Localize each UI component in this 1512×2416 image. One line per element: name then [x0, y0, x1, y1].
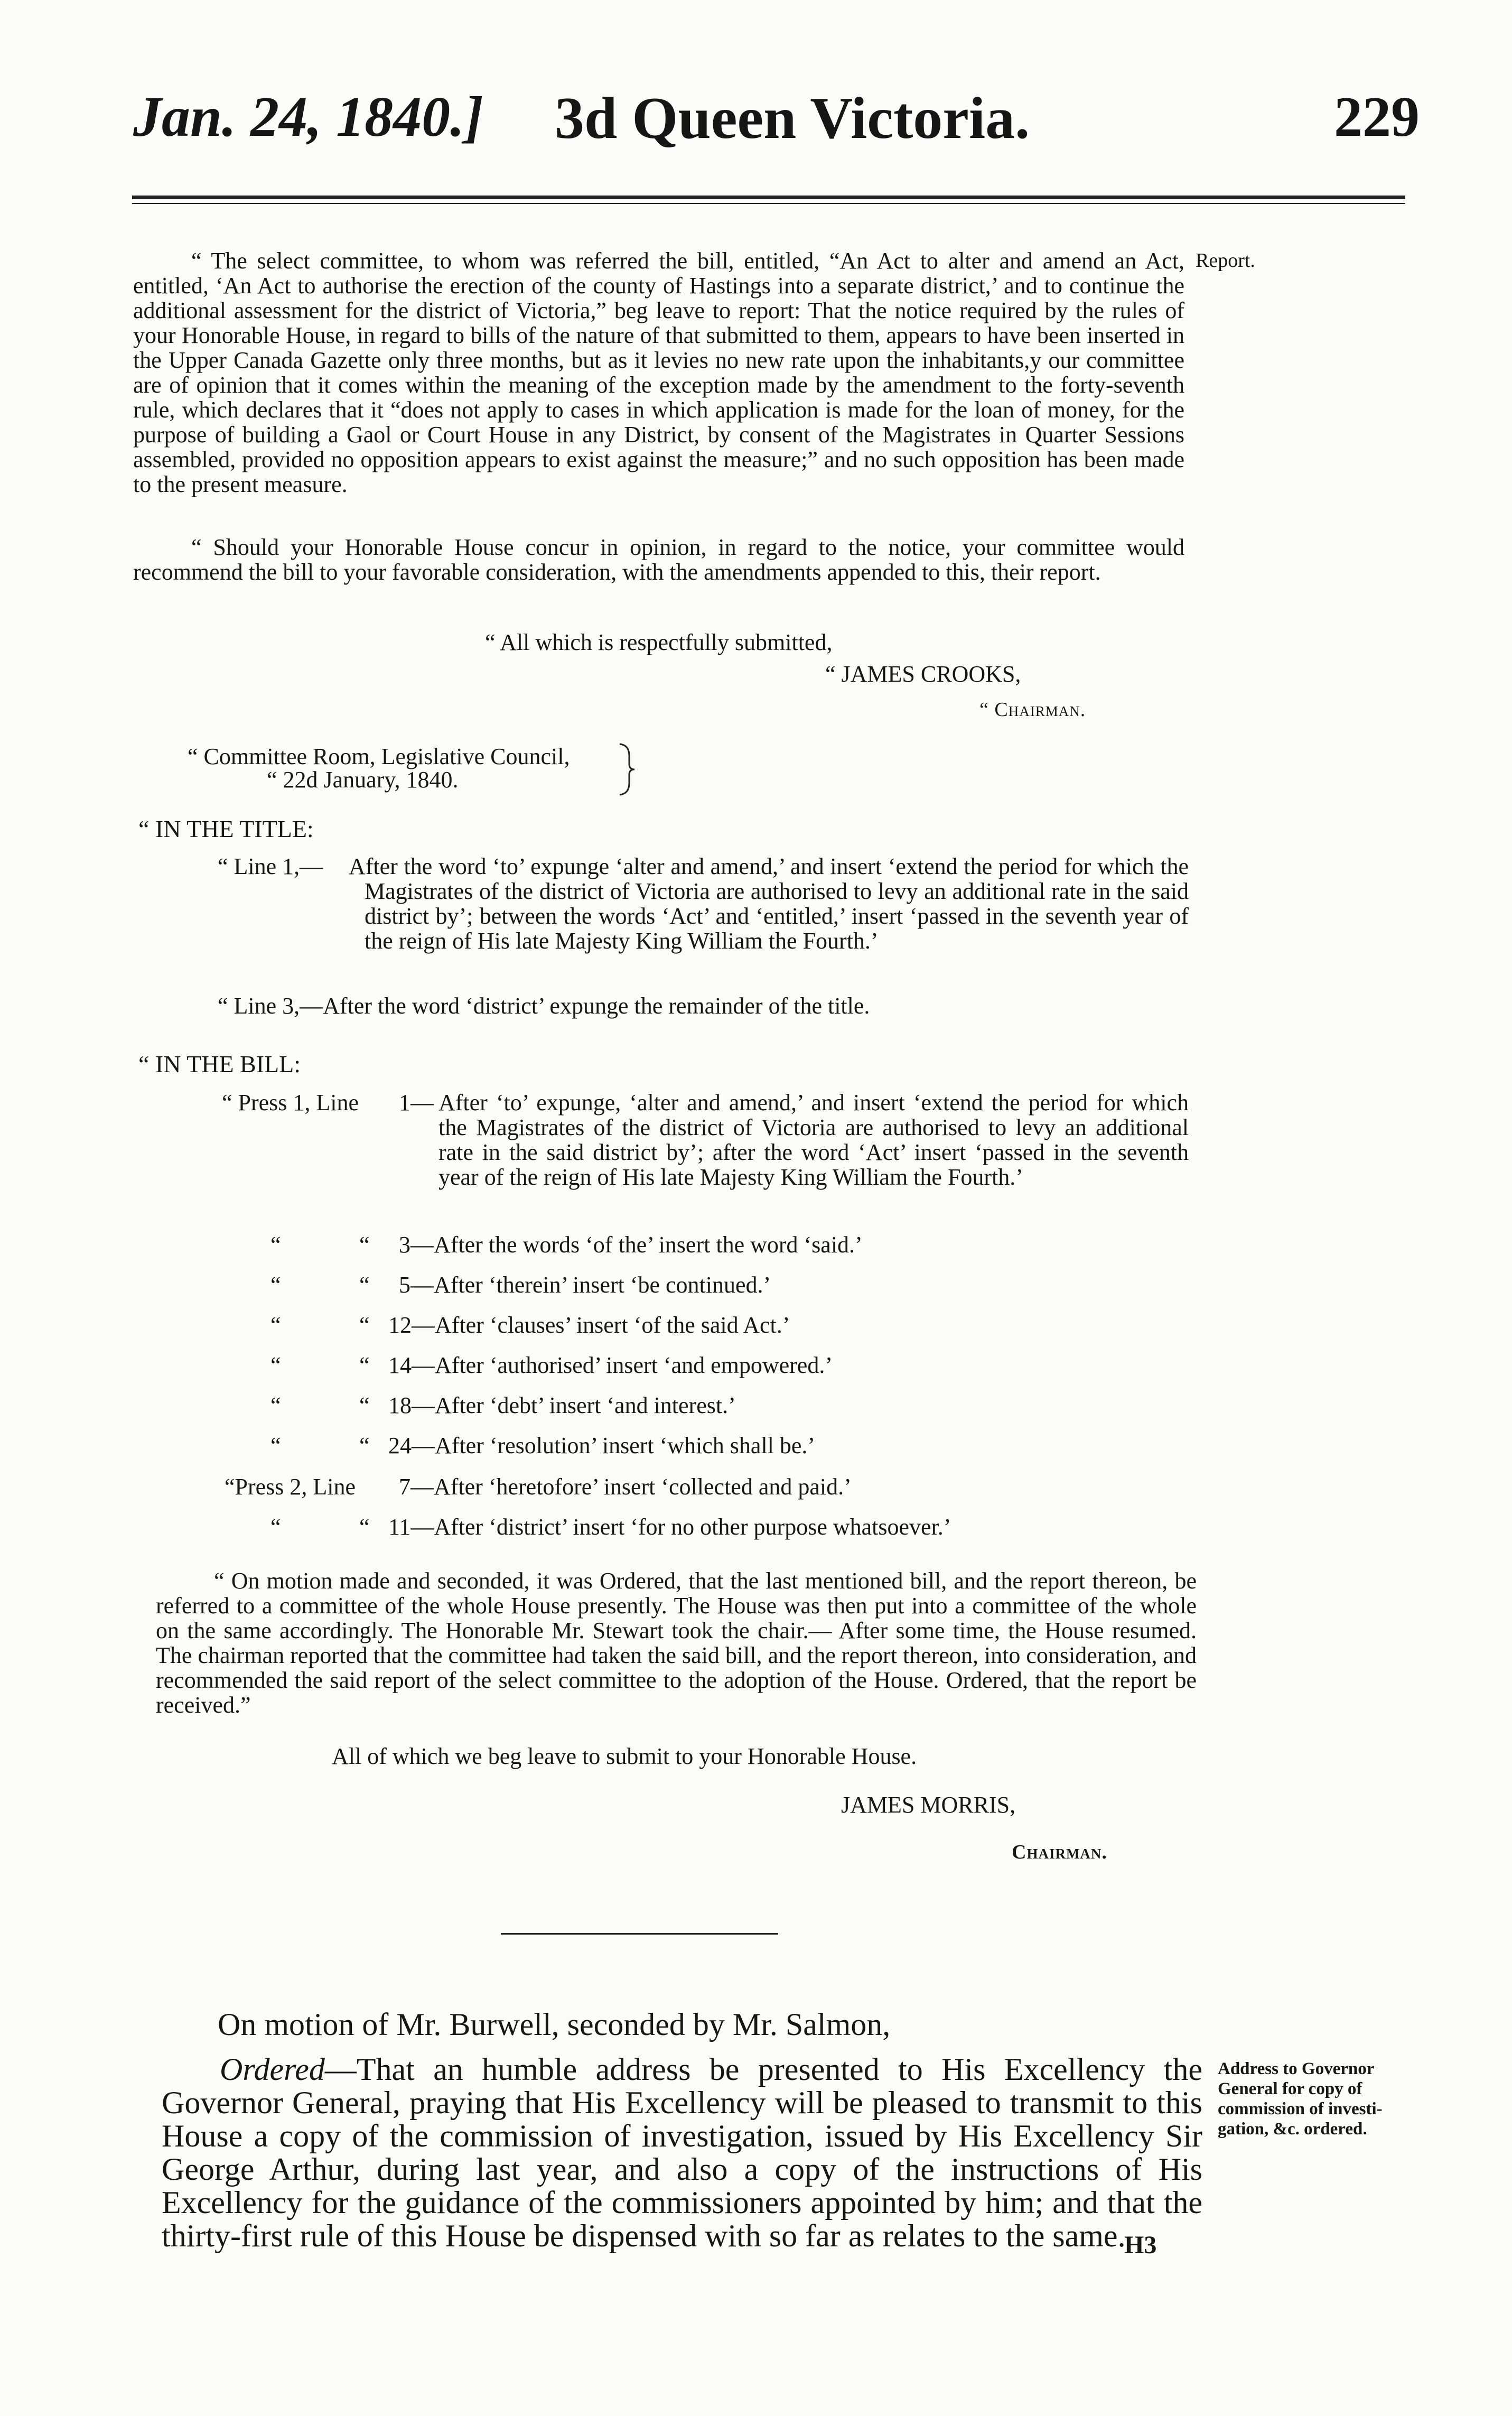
bill-item: 18—After ‘debt’ insert ‘and interest.’	[388, 1392, 736, 1418]
header-rule-thin	[132, 203, 1405, 204]
bill-item: 14—After ‘authorised’ insert ‘and empowered.’	[388, 1352, 833, 1378]
ditto-mark: “	[270, 1312, 281, 1338]
press2-item: 7—After ‘heretofore’ insert ‘collected and paid.’	[399, 1474, 852, 1500]
signature-mark: H3	[1124, 2231, 1157, 2259]
header-date: Jan. 24, 1840.]	[133, 86, 484, 148]
address-ordered-paragraph	[162, 2053, 1202, 2253]
ditto-mark: “	[270, 1272, 281, 1298]
ditto-mark: “	[359, 1433, 370, 1458]
ditto-mark: “	[359, 1232, 370, 1258]
bill-item: 12—After ‘clauses’ insert ‘of the said Act.’	[388, 1312, 790, 1338]
ditto-mark: “	[270, 1433, 281, 1458]
press1-label: “ Press 1, Line	[222, 1090, 359, 1116]
submit-line: All of which we beg leave to submit to your Honorable House.	[332, 1743, 917, 1769]
section-divider	[501, 1933, 778, 1935]
submitted-line: “ All which is respectfully submitted,	[485, 629, 833, 655]
ditto-mark: “	[359, 1312, 370, 1338]
committee-room-line: “ Committee Room, Legislative Council,	[188, 744, 570, 769]
bill-item-last: 11—After ‘district’ insert ‘for no other purpose whatsoever.’	[388, 1514, 951, 1540]
signer-morris-title: Chairman.	[1012, 1841, 1107, 1863]
ordered-label: Ordered	[220, 2052, 325, 2087]
margin-note-address-line: commission of investi-	[1218, 2099, 1383, 2118]
page-number: 229	[1334, 86, 1420, 148]
signer-crooks-title: “ Chairman.	[979, 699, 1086, 721]
header-rule-thick	[132, 196, 1405, 199]
report-paragraph-2: “ Should your Honorable House concur in opinion, in regard to the notice, your committee would recommend the bill to your favorable consideration, with the amendments appended to this, their report.	[133, 534, 1184, 585]
bill-item: 3—After the words ‘of the’ insert the word ‘said.’	[399, 1232, 863, 1258]
bill-item: 5—After ‘therein’ insert ‘be continued.’	[399, 1272, 771, 1298]
signer-morris: JAMES MORRIS,	[841, 1792, 1016, 1818]
ditto-mark: “	[359, 1514, 370, 1540]
title-line1-label: “ Line 1,—	[218, 853, 323, 879]
report-paragraph-1: “ The select committee, to whom was referred the bill, entitled, “An Act to alter and amend an Act, entitled, ‘An Act to authorise the erection of the county of Hastings into a separate district,’ and to continue the additional assessment for the district of Victoria,” beg leave to report: That the notice required by the rules of your Honorable House, in regard to bills of the nature of that submitted to them, appears to have been inserted in the Upper Canada Gazette only three months, but as it levies no new rate upon the inhabitants,y our committee are of opinion that it comes within the meaning of the exception made by the amendment to the forty-seventh rule, which declares that it “does not apply to cases in which application is made for the loan of money, for the purpose of building a Gaol or Court House in any District, by consent of the Magistrates in Quarter Sessions assembled, provided no opposition appears to exist against the measure;” and no such opposition has been made to the present measure.	[133, 248, 1184, 497]
margin-note-address-line: Address to Governor	[1218, 2059, 1375, 2078]
header-title: 3d Queen Victoria.	[555, 86, 1030, 151]
ditto-mark: “	[270, 1392, 281, 1418]
in-the-title-heading: “ IN THE TITLE:	[138, 815, 314, 842]
press1-line1-text: After ‘to’ expunge, ‘alter and amend,’ and insert ‘extend the period for which the Magistrates of the district of Victoria are authorised to levy an additional rate in the said district by’; after the word ‘Act’ insert ‘passed in the seventh year of the reign of His late Majesty King William the Fourth.’	[438, 1090, 1189, 1190]
ditto-mark: “	[270, 1514, 281, 1540]
margin-note-address-line: General for copy of	[1218, 2079, 1362, 2098]
ditto-mark: “	[359, 1272, 370, 1298]
ditto-mark: “	[359, 1352, 370, 1378]
ditto-mark: “	[270, 1232, 281, 1258]
motion-paragraph: “ On motion made and seconded, it was Ordered, that the last mentioned bill, and the report thereon, be referred to a committee of the whole House presently. The House was then put into a committee of the whole on the same accordingly. The Honorable Mr. Stewart took the chair.— After some time, the House resumed. The chairman reported that the committee had taken the said bill, and the report thereon, into consideration, and recommended the said report of the select committee to the adoption of the House. Ordered, that the report be received.”	[156, 1568, 1197, 1718]
margin-note-report: Report.	[1196, 249, 1255, 272]
ditto-mark: “	[270, 1352, 281, 1378]
signer-crooks: “ JAMES CROOKS,	[825, 661, 1021, 687]
curly-brace	[615, 741, 637, 798]
ordered-text: —That an humble address be presented to His Excellency the Governor General, praying that His Excellency will be pleased to transmit to this House a copy of the commission of investigation, issued by His Excellency Sir George Arthur, during last year, and also a copy of the instructions of His Excellency for the guidance of the commissioners appointed by him; and that the thirty-first rule of this House be dispensed with so far as relates to the same.	[162, 2052, 1202, 2253]
committee-date-line: “ 22d January, 1840.	[267, 767, 459, 793]
address-motion-line: On motion of Mr. Burwell, seconded by Mr. Salmon,	[218, 2007, 891, 2042]
ditto-mark: “	[359, 1392, 370, 1418]
press1-line1-num: 1—	[399, 1090, 434, 1116]
title-line3: “ Line 3,—After the word ‘district’ expunge the remainder of the title.	[218, 993, 870, 1019]
title-line1-text: After the word ‘to’ expunge ‘alter and amend,’ and insert ‘extend the period for which the Magistrates of the district of Victoria are authorised to levy an additional rate in the said district by’; between the words ‘Act’ and ‘entitled,’ insert ‘passed in the seventh year of the reign of His late Majesty King William the Fourth.’	[349, 853, 1189, 954]
margin-note-address-line: gation, &c. ordered.	[1218, 2120, 1367, 2139]
in-the-bill-heading: “ IN THE BILL:	[138, 1051, 301, 1077]
bill-item: 24—After ‘resolution’ insert ‘which shall be.’	[388, 1433, 816, 1458]
press2-label: “Press 2, Line	[225, 1474, 356, 1500]
